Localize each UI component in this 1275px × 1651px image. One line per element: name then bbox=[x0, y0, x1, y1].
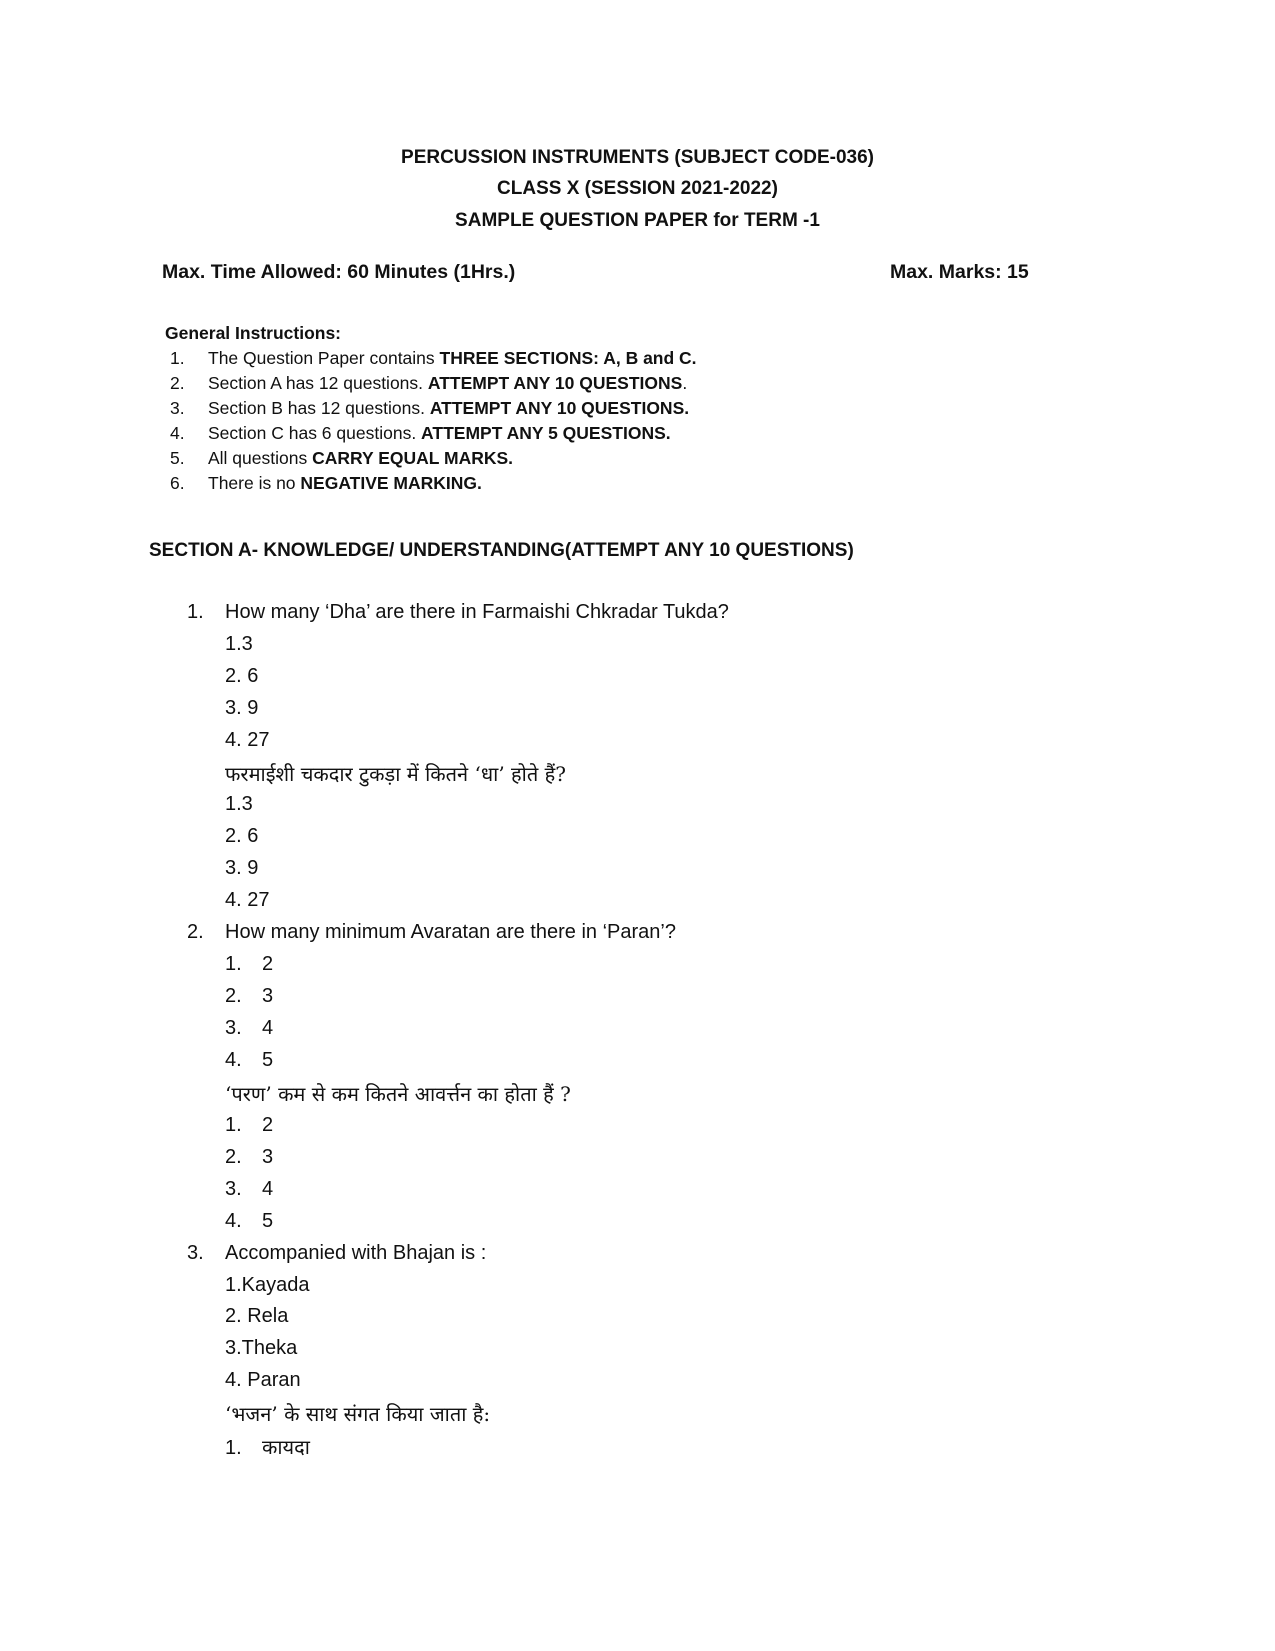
instruction-item: 4. Section C has 6 questions. ATTEMPT ANY 5 QUESTIONS. bbox=[170, 423, 671, 443]
option: 3. 9 bbox=[225, 697, 259, 719]
option: 3. 9 bbox=[225, 857, 259, 879]
option: 4. 5 bbox=[225, 1049, 274, 1071]
paper-title: PERCUSSION INSTRUMENTS (SUBJECT CODE-036) bbox=[401, 147, 874, 168]
option: 4. 27 bbox=[225, 729, 270, 751]
instruction-item: 2. Section A has 12 questions. ATTEMPT ANY 10 QUESTIONS. bbox=[170, 373, 688, 393]
class-session: CLASS X (SESSION 2021-2022) bbox=[497, 178, 778, 199]
option: 2. 6 bbox=[225, 825, 259, 847]
option: 4. Paran bbox=[225, 1369, 301, 1391]
option: 3.Theka bbox=[225, 1337, 298, 1359]
question-1: 1. How many ‘Dha’ are there in Farmaishi Chkradar Tukda? bbox=[187, 601, 729, 623]
question-1-hindi: फरमाईशी चकदार टुकड़ा में कितने ‘धा’ होते हैं? bbox=[225, 762, 566, 786]
option: 2. 6 bbox=[225, 665, 259, 687]
option: 2. 3 bbox=[225, 985, 274, 1007]
max-marks: Max. Marks: 15 bbox=[890, 261, 1029, 283]
general-instructions-title: General Instructions: bbox=[165, 323, 342, 343]
option: 1.Kayada bbox=[225, 1274, 310, 1296]
option: 4. 5 bbox=[225, 1210, 274, 1232]
option: 1. 2 bbox=[225, 1114, 274, 1136]
option: 1. कायदा bbox=[225, 1435, 310, 1459]
instruction-item: 1. The Question Paper contains THREE SECTIONS: A, B and C. bbox=[170, 348, 697, 368]
question-2: 2. How many minimum Avaratan are there in ‘Paran’? bbox=[187, 921, 676, 943]
option: 1.3 bbox=[225, 633, 253, 655]
option: 3. 4 bbox=[225, 1017, 274, 1039]
instruction-item: 3. Section B has 12 questions. ATTEMPT ANY 10 QUESTIONS. bbox=[170, 398, 690, 418]
instruction-item: 6. There is no NEGATIVE MARKING. bbox=[170, 473, 482, 493]
instruction-item: 5. All questions CARRY EQUAL MARKS. bbox=[170, 448, 514, 468]
question-2-hindi: ‘परण’ कम से कम कितने आवर्त्तन का होता हैं ? bbox=[225, 1082, 571, 1106]
option: 1.3 bbox=[225, 793, 253, 815]
question-3: 3. Accompanied with Bhajan is : bbox=[187, 1242, 487, 1264]
question-3-hindi: ‘भजन’ के साथ संगत किया जाता है: bbox=[225, 1402, 491, 1426]
option: 2. 3 bbox=[225, 1146, 274, 1168]
option: 3. 4 bbox=[225, 1178, 274, 1200]
paper-subtitle: SAMPLE QUESTION PAPER for TERM -1 bbox=[455, 210, 820, 231]
option: 1. 2 bbox=[225, 953, 274, 975]
section-a-heading: SECTION A- KNOWLEDGE/ UNDERSTANDING(ATTEMPT ANY 10 QUESTIONS) bbox=[149, 540, 854, 561]
option: 4. 27 bbox=[225, 889, 270, 911]
option: 2. Rela bbox=[225, 1305, 289, 1327]
max-time: Max. Time Allowed: 60 Minutes (1Hrs.) bbox=[162, 261, 516, 283]
